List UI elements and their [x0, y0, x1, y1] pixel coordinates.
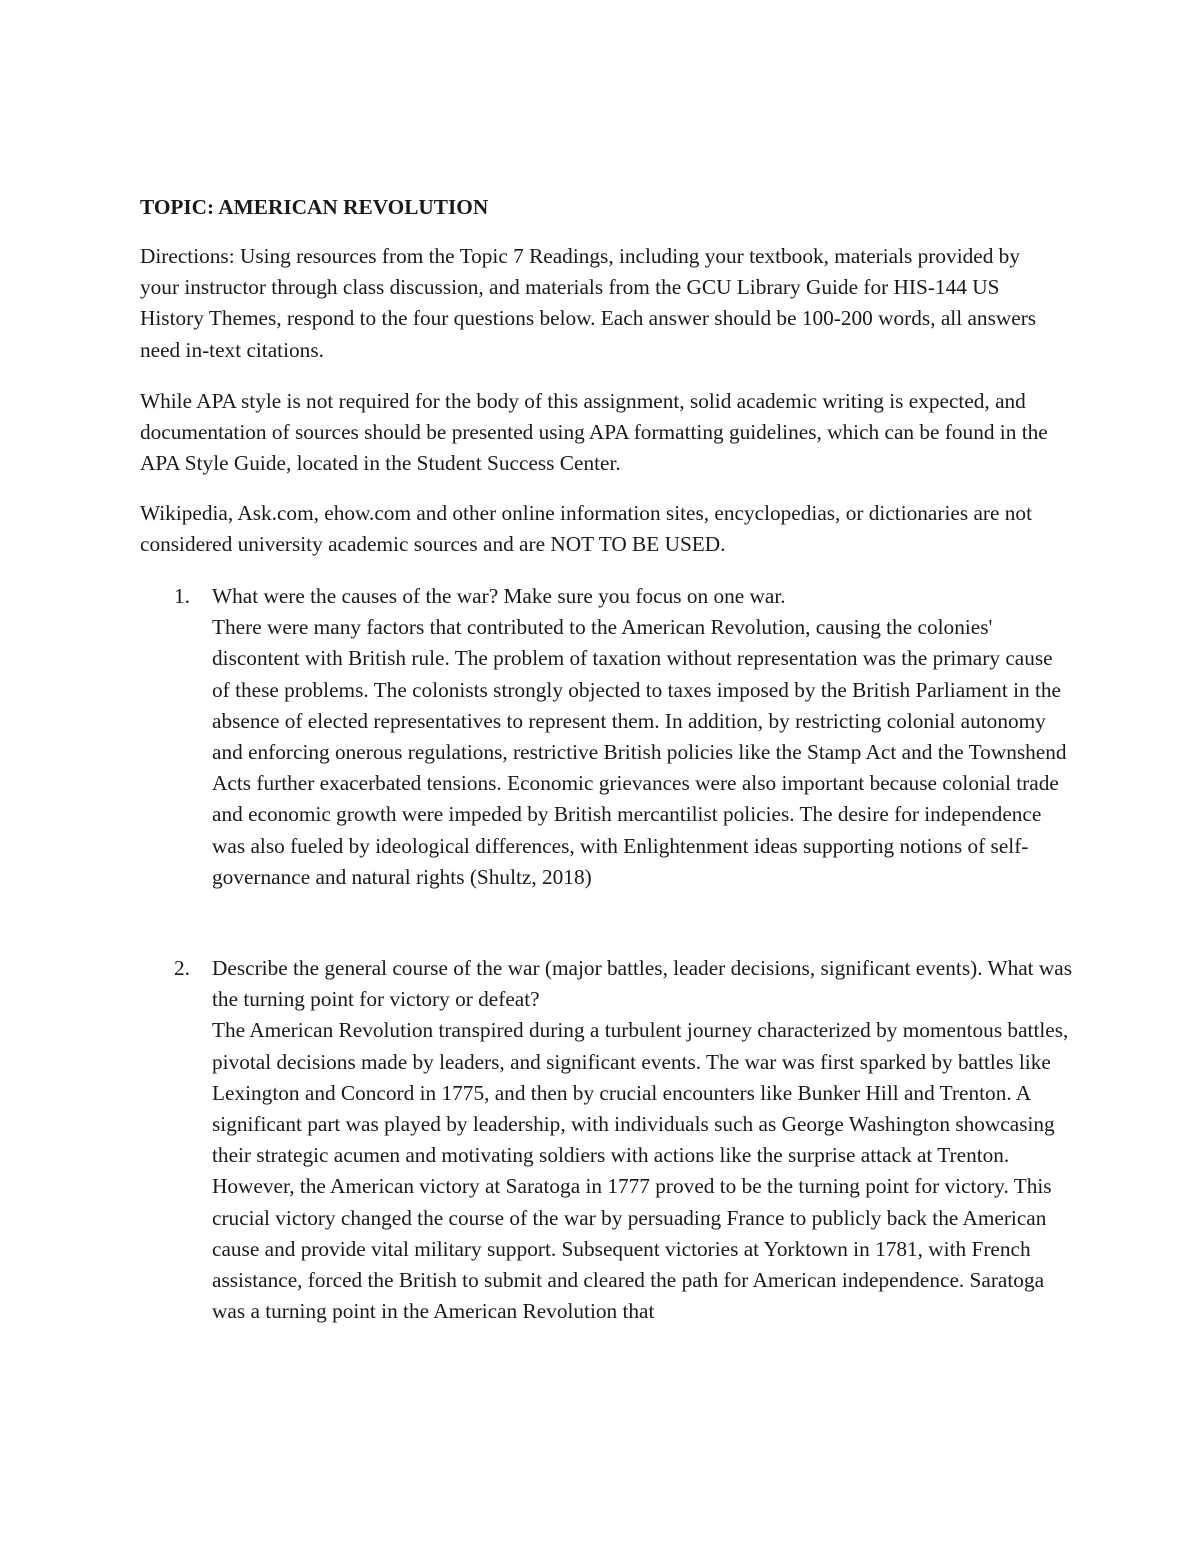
question-number: 2.	[174, 956, 190, 980]
directions-paragraph: Directions: Using resources from the Topic 7 Readings, including your textbook, materials provided by your instructor through class discussion, and materials from the GCU Library Guide for HIS-144 US History Themes, respond to the four questions below. Each answer should be 100-200 words, all answers need in-text citations.	[140, 244, 1037, 362]
question-number: 1.	[174, 584, 190, 608]
question-body	[212, 953, 1074, 1327]
sources-warning-paragraph: Wikipedia, Ask.com, ehow.com and other online information sites, encyclopedias, or dictionaries are not considered university academic sources and are NOT TO BE USED.	[140, 501, 1032, 557]
question-item	[174, 581, 1074, 893]
question-text: What were the causes of the war? Make sure you focus on one war.	[212, 584, 786, 608]
answer-text: The American Revolution transpired during a turbulent journey characterized by momentous battles, pivotal decisions made by leaders, and significant events. The war was first sparked by battles like Lexington and Concord in 1775, and then by crucial encounters like Bunker Hill and Trenton. A significant part was played by leadership, with individuals such as George Washington showcasing their strategic acumen and motivating soldiers with actions like the surprise attack at Trenton. However, the American victory at Saratoga in 1777 proved to be the turning point for victory. This crucial victory changed the course of the war by persuading France to publicly back the American cause and provide vital military support. Subsequent victories at Yorktown in 1781, with French assistance, forced the British to submit and cleared the path for American independence. Saratoga was a turning point in the American Revolution that	[212, 1018, 1069, 1324]
question-item	[174, 953, 1074, 1327]
question-body	[212, 581, 1074, 893]
question-text: Describe the general course of the war (major battles, leader decisions, significant events). What was the turning point for victory or defeat?	[212, 956, 1073, 1012]
document-title: TOPIC: AMERICAN REVOLUTION	[140, 195, 489, 219]
apa-style-paragraph: While APA style is not required for the body of this assignment, solid academic writing is expected, and documentation of sources should be presented using APA formatting guidelines, which can be found in the APA Style Guide, located in the Student Success Center.	[140, 389, 1048, 476]
answer-text: There were many factors that contributed to the American Revolution, causing the colonies' discontent with British rule. The problem of taxation without representation was the primary cause of these problems. The colonists strongly objected to taxes imposed by the British Parliament in the absence of elected representatives to represent them. In addition, by restricting colonial autonomy and enforcing onerous regulations, restrictive British policies like the Stamp Act and the Townshend Acts further exacerbated tensions. Economic grievances were also important because colonial trade and economic growth were impeded by British mercantilist policies. The desire for independence was also fueled by ideological differences, with Enlightenment ideas supporting notions of self-governance and natural rights (Shultz, 2018)	[212, 615, 1067, 889]
